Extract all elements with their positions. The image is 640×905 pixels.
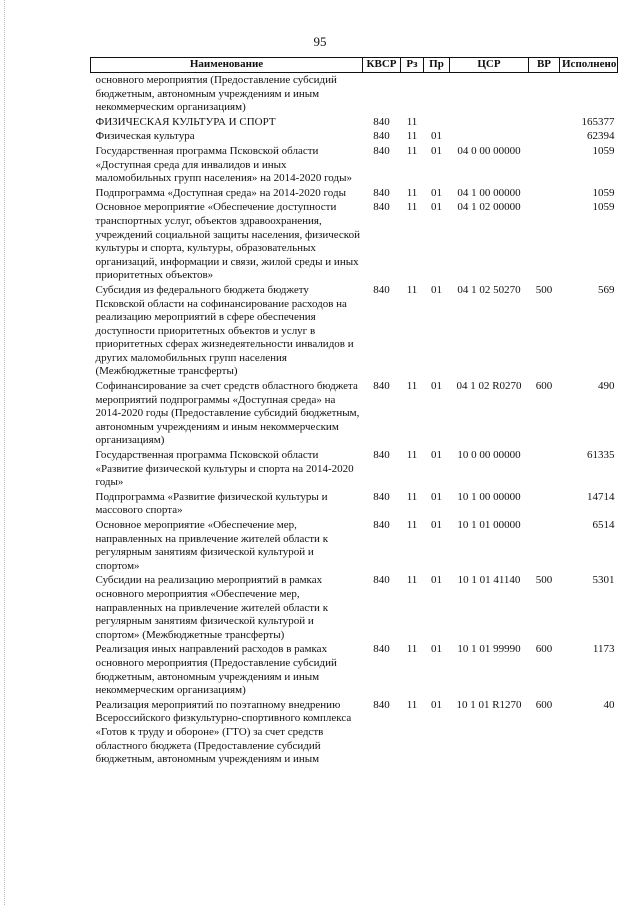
row-csr: 10 1 01 R1270 — [456, 698, 522, 711]
row-kvsr: 840 — [373, 490, 390, 503]
row-kvsr: 840 — [373, 115, 390, 128]
row-amount: 61335 — [587, 449, 615, 462]
row-pr: 01 — [431, 130, 442, 143]
row-kvsr: 840 — [373, 574, 390, 587]
header-amount: Исполнено — [560, 58, 618, 73]
row-csr: 04 1 02 50270 — [457, 283, 521, 296]
row-vr — [529, 200, 560, 283]
row-pr: 01 — [431, 574, 442, 587]
row-name: Подпрограмма «Развитие физической культуры и массового спорта» — [95, 490, 328, 517]
row-rz: 11 — [406, 449, 418, 462]
row-name: Реализация иных направлений расходов в рамках основного мероприятия (Предоставление субсидий бюджетным, автономным учреждениям и иным некоммерческим организациям) — [95, 643, 337, 697]
row-kvsr — [363, 73, 401, 115]
row-rz: 11 — [406, 144, 418, 157]
row-name: Государственная программа Псковской области «Развитие физической культуры и спорта на 2014-2020 годы» — [95, 449, 354, 489]
row-vr — [529, 144, 560, 186]
row-name: Реализация мероприятий по поэтапному внедрению Всероссийского физкультурно-спортивного комплекса «Готов к труду и обороне» (ГТО) за счет средств областного бюджета (Предоставление субсидий бюджетным, автономным учреждениям и иным — [95, 698, 352, 766]
row-kvsr: 840 — [373, 283, 390, 296]
row-csr: 10 1 01 41140 — [457, 574, 521, 587]
row-pr: 01 — [431, 283, 442, 296]
row-pr: 01 — [431, 698, 442, 711]
row-kvsr: 840 — [373, 186, 390, 199]
row-amount: 1059 — [592, 186, 615, 199]
header-csr: ЦСР — [450, 58, 529, 73]
row-vr — [529, 129, 560, 144]
row-csr: 10 1 01 99990 — [457, 643, 521, 656]
row-pr — [424, 115, 450, 130]
row-vr — [529, 490, 560, 518]
row-vr: 600 — [535, 698, 553, 711]
row-amount: 490 — [598, 380, 615, 393]
row-pr: 01 — [431, 449, 442, 462]
row-kvsr: 840 — [373, 519, 390, 531]
row-rz: 11 — [406, 574, 418, 587]
row-name: основного мероприятия (Предоставление субсидий бюджетным, автономным учреждениям и иным некоммерческим организациям) — [95, 74, 337, 114]
row-pr: 01 — [431, 380, 442, 393]
table-row — [91, 73, 618, 115]
row-rz: 11 — [406, 698, 418, 711]
row-name: Основное мероприятие «Обеспечение мер, направленных на привлечение жителей области к регулярным занятиям физической культурой и спортом» — [95, 519, 329, 572]
row-csr — [450, 129, 529, 144]
table-row — [91, 573, 618, 642]
row-rz: 11 — [406, 380, 418, 393]
row-kvsr: 840 — [373, 643, 390, 656]
row-vr — [529, 186, 560, 201]
header-name: Наименование — [91, 58, 363, 73]
row-pr: 01 — [431, 144, 442, 157]
row-name: Основное мероприятие «Обеспечение доступности транспортных услуг, объектов здравоохранения, учреждений социальной защиты населения, физической культуры и спорта, культуры, образовательных организаций, информации и связи, жилой среды и иных приоритетных объектов» — [95, 201, 360, 282]
table-row — [91, 642, 618, 697]
row-vr — [529, 448, 560, 490]
row-amount: 6514 — [592, 519, 615, 531]
scan-edge-line — [4, 0, 5, 905]
row-name: ФИЗИЧЕСКАЯ КУЛЬТУРА И СПОРТ — [95, 115, 276, 128]
row-amount: 1173 — [592, 643, 615, 656]
row-vr: 500 — [535, 574, 553, 587]
header-pr: Пр — [424, 58, 450, 73]
header-rz: Рз — [401, 58, 424, 73]
table-row — [91, 144, 618, 186]
row-pr: 01 — [431, 519, 442, 531]
row-kvsr: 840 — [373, 380, 390, 393]
row-csr — [450, 115, 529, 130]
row-name: Подпрограмма «Доступная среда» на 2014-2020 годы — [95, 186, 346, 199]
row-pr: 01 — [431, 643, 442, 656]
header-kvsr: КВСР — [363, 58, 401, 73]
row-csr: 10 1 01 00000 — [457, 519, 521, 531]
row-amount: 5301 — [592, 574, 615, 587]
row-kvsr: 840 — [373, 130, 390, 143]
row-rz — [401, 73, 424, 115]
row-name: Физическая культура — [95, 130, 195, 143]
row-amount: 14714 — [587, 490, 615, 503]
row-rz: 11 — [406, 201, 418, 214]
row-csr: 10 0 00 00000 — [457, 449, 521, 462]
table-row — [91, 129, 618, 144]
row-pr: 01 — [431, 201, 442, 214]
row-rz: 11 — [406, 519, 418, 531]
row-amount: 40 — [603, 698, 615, 711]
table-row — [91, 283, 618, 379]
row-name: Субсидии на реализацию мероприятий в рамках основного мероприятия «Обеспечение мер, направленных на привлечение жителей области к регулярным занятиям физической культурой и спортом» (Межбюджетные трансферты) — [95, 574, 329, 641]
row-rz: 11 — [406, 130, 418, 143]
table-row — [91, 448, 618, 490]
row-rz: 11 — [406, 283, 418, 296]
row-csr: 04 0 00 00000 — [457, 144, 521, 157]
row-vr: 600 — [535, 643, 553, 656]
row-pr: 01 — [431, 186, 442, 199]
row-pr: 01 — [431, 490, 442, 503]
table-row — [91, 200, 618, 283]
table-row — [91, 115, 618, 130]
header-vr: ВР — [529, 58, 560, 73]
row-csr: 04 1 02 00000 — [457, 201, 521, 214]
row-rz: 11 — [406, 115, 418, 128]
row-rz: 11 — [406, 186, 418, 199]
row-vr — [529, 115, 560, 130]
table-row — [91, 186, 618, 201]
row-kvsr: 840 — [373, 144, 390, 157]
row-csr: 04 1 02 R0270 — [456, 380, 522, 393]
row-amount: 569 — [598, 283, 615, 296]
row-vr — [529, 73, 560, 115]
row-pr — [424, 73, 450, 115]
table-header-row — [91, 58, 618, 73]
row-amount: 62394 — [587, 130, 615, 143]
row-csr — [450, 73, 529, 115]
row-name: Софинансирование за счет средств областного бюджета мероприятий подпрограммы «Доступная среда» на 2014-2020 годы (Предоставление субсидий бюджетным, автономным учреждениям и иным некоммерческим организациям) — [95, 380, 360, 447]
table-row — [91, 379, 618, 448]
row-rz: 11 — [406, 643, 418, 656]
row-kvsr: 840 — [373, 698, 390, 711]
row-kvsr: 840 — [373, 449, 390, 462]
row-vr: 600 — [535, 380, 553, 393]
row-amount — [560, 73, 618, 115]
budget-table — [90, 57, 618, 767]
row-csr: 04 1 00 00000 — [457, 186, 521, 199]
row-kvsr: 840 — [373, 201, 390, 214]
table-row — [91, 518, 618, 573]
row-amount: 1059 — [592, 201, 615, 214]
row-vr: 500 — [535, 283, 553, 296]
row-amount: 165377 — [581, 115, 615, 128]
row-rz: 11 — [406, 490, 418, 503]
table-row — [91, 698, 618, 767]
row-amount: 1059 — [592, 144, 615, 157]
row-csr: 10 1 00 00000 — [457, 490, 521, 503]
table-row — [91, 490, 618, 518]
row-vr — [529, 518, 560, 573]
row-name: Субсидия из федерального бюджета бюджету Псковской области на софинансирование расходов на реализацию мероприятий в сфере обеспечения доступности приоритетных объектов и услуг в приоритетных сферах жизнедеятельности инвалидов и других маломобильных групп населения (Межбюджетные трансферты) — [95, 283, 354, 378]
row-name: Государственная программа Псковской области «Доступная среда для инвалидов и иных маломобильных групп населения» на 2014-2020 годы» — [95, 144, 352, 185]
page-number: 95 — [313, 34, 327, 49]
